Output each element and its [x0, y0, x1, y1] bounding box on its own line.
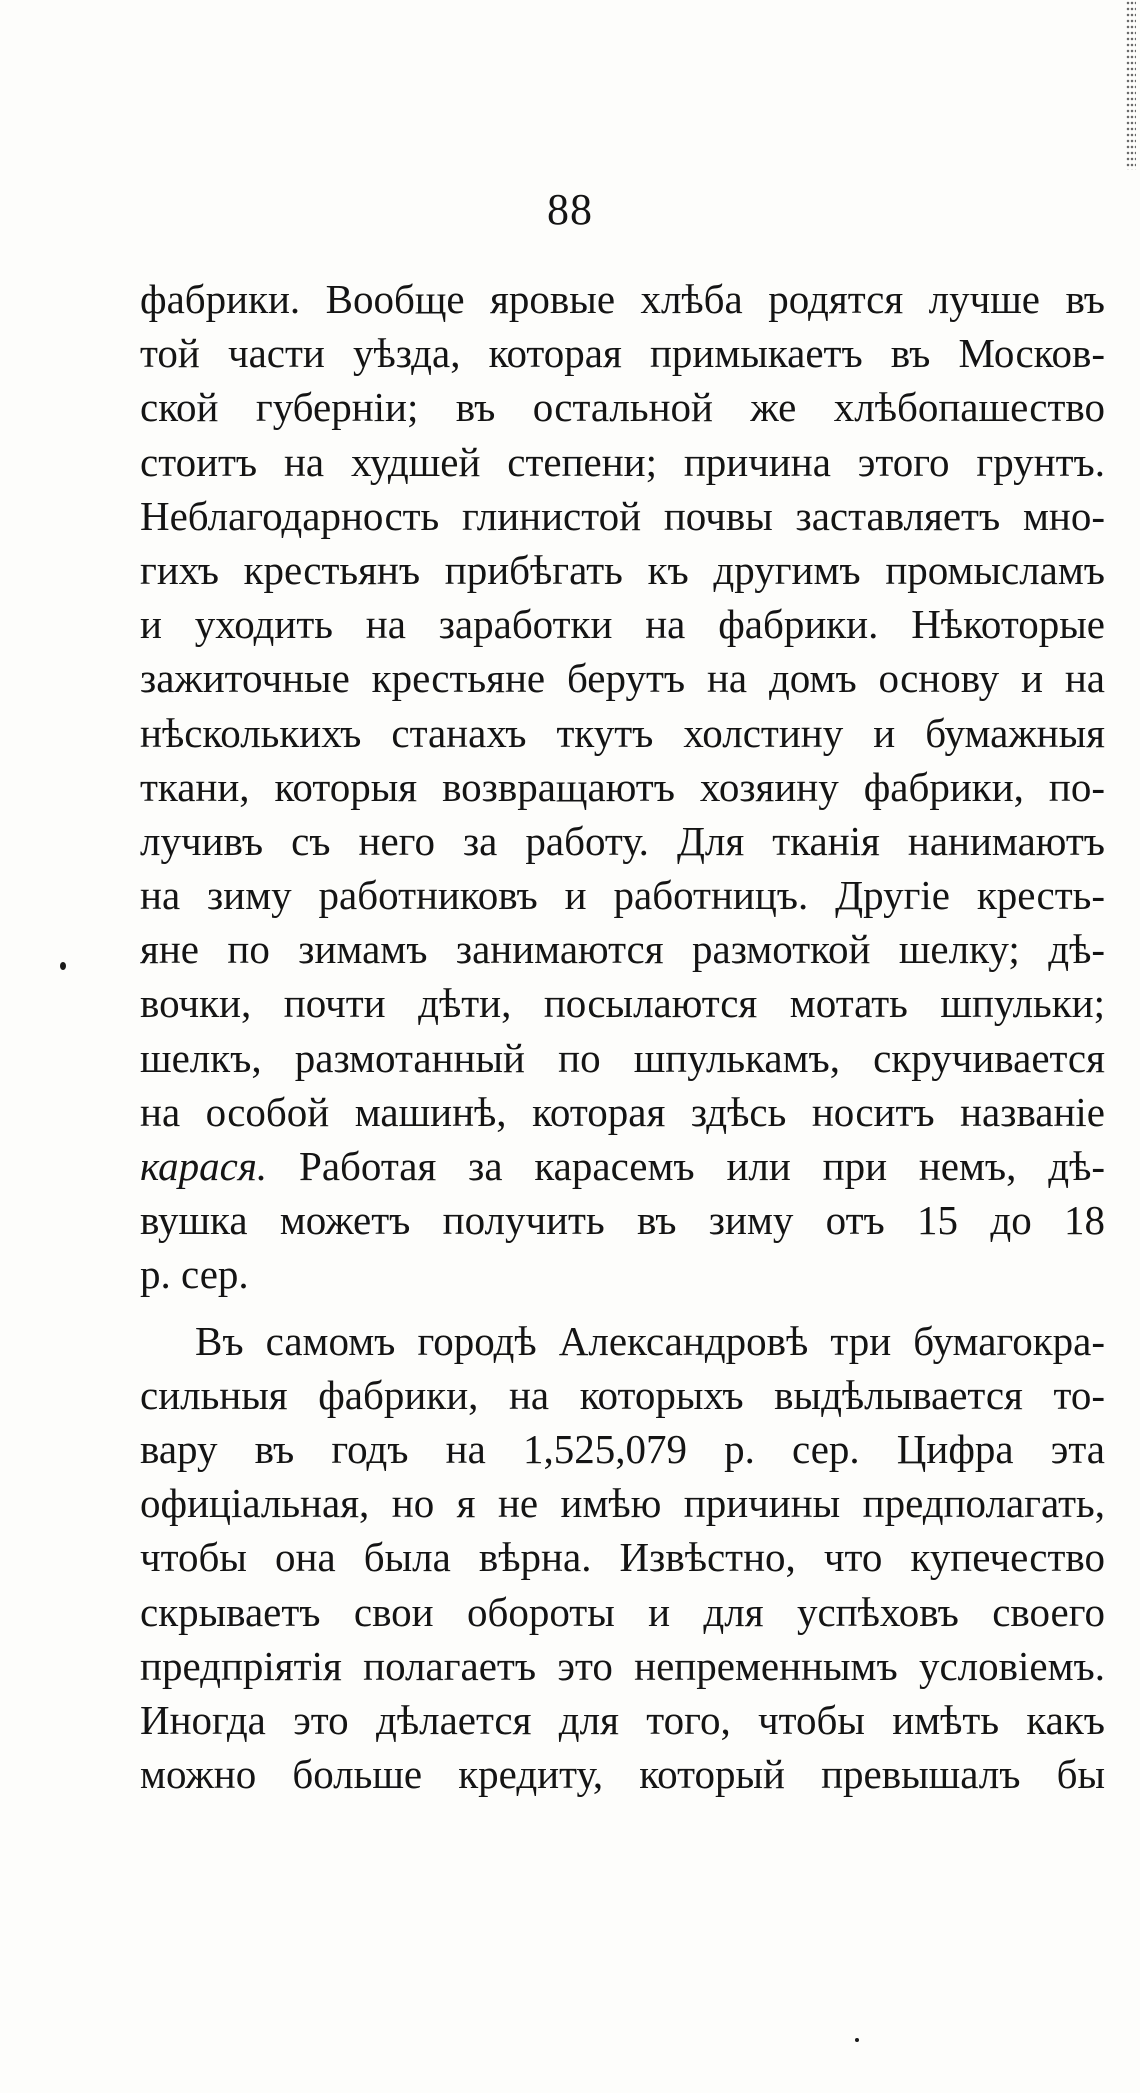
text-line: лучивъ съ него за работу. Для тканія нанимаютъ — [140, 817, 1105, 864]
text-line: и уходить на заработки на фабрики. Нѣкоторые — [140, 601, 1105, 648]
text-line: можно больше кредиту, который превышалъ бы — [140, 1751, 1105, 1798]
body-text — [140, 272, 1105, 1801]
page-edge-specks — [1126, 0, 1136, 170]
text-line: офиціальная, но я не имѣю причины предполагать, — [140, 1480, 1105, 1527]
text-line: стоитъ на худшей степени; причина этого грунтъ. — [140, 438, 1105, 485]
text-line: ской губерніи; въ остальной же хлѣбопашество — [140, 384, 1105, 431]
text-line: гихъ крестьянъ прибѣгать къ другимъ промысламъ — [140, 546, 1105, 593]
text-line: вару въ годъ на 1,525,079 р. сер. Цифра эта — [140, 1425, 1105, 1472]
text-line: Иногда это дѣлается для того, чтобы имѣть какъ — [140, 1696, 1105, 1743]
text-line: вочки, почти дѣти, посылаются мотать шпульки; — [140, 980, 1105, 1027]
text-line: шелкъ, размотанный по шпулькамъ, скручивается — [140, 1034, 1105, 1081]
text-line: фабрики. Вообще яровые хлѣба родятся лучше въ — [140, 276, 1105, 322]
ink-speck — [60, 962, 66, 970]
text-line: на зиму работниковъ и работницъ. Другіе кресть- — [140, 872, 1105, 919]
text-line: р. сер. — [140, 1251, 249, 1298]
text-line: ткани, которыя возвращаютъ хозяину фабрики, по- — [140, 763, 1105, 810]
text-line: скрываетъ свои обороты и для успѣховъ своего — [140, 1588, 1105, 1635]
text-line: яне по зимамъ занимаются размоткой шелку; дѣ- — [140, 926, 1105, 973]
ink-speck — [855, 2038, 859, 2042]
text-line-rest: Работая за карасемъ или при немъ, дѣ- — [299, 1143, 1105, 1189]
text-line: Въ самомъ городѣ Александровѣ три бумагокра- — [195, 1317, 1105, 1364]
italic-term: карася. — [140, 1143, 268, 1189]
text-line: зажиточные крестьяне берутъ на домъ основу и на — [140, 655, 1105, 702]
paragraph-gap — [140, 1302, 1105, 1314]
text-line: предпріятія полагаетъ это непременнымъ условіемъ. — [140, 1642, 1105, 1689]
text-line: чтобы она была вѣрна. Извѣстно, что купечество — [140, 1534, 1105, 1581]
text-line: нѣсколькихъ станахъ ткутъ холстину и бумажныя — [140, 709, 1105, 756]
text-line: вушка можетъ получить въ зиму отъ 15 до 18 — [140, 1197, 1105, 1244]
page-number: 88 — [547, 185, 593, 234]
text-line: Неблагодарность глинистой почвы заставляетъ мно- — [140, 492, 1105, 539]
text-line: сильныя фабрики, на которыхъ выдѣлывается то- — [140, 1371, 1105, 1418]
text-line: той части уѣзда, которая примыкаетъ въ Москов- — [140, 330, 1105, 377]
text-line-with-italic — [140, 1139, 1105, 1193]
text-line: на особой машинѣ, которая здѣсь носитъ названіе — [140, 1088, 1105, 1135]
